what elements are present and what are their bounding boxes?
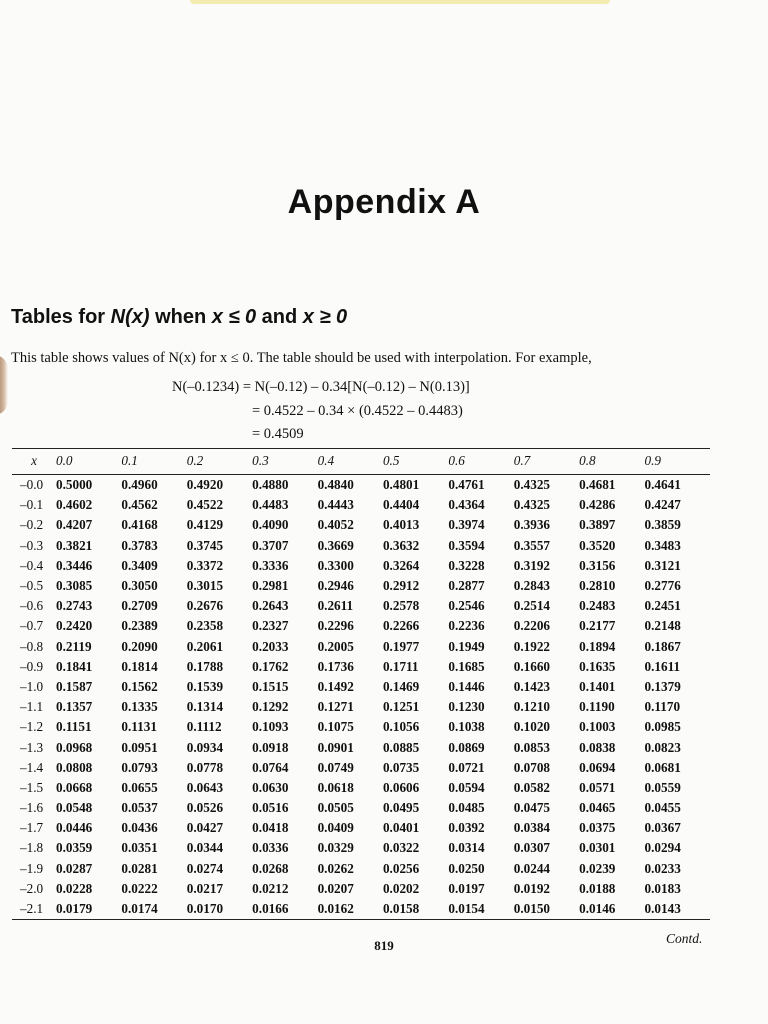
table-cell: 0.3264 (382, 557, 420, 573)
table-cell: 0.4443 (317, 497, 354, 513)
table-cell: 0.2946 (317, 578, 354, 594)
row-x-value: –0.9 (20, 658, 44, 674)
table-cell: 0.1230 (448, 699, 485, 715)
row-x-value: –0.3 (20, 537, 44, 553)
row-x-value: –1.9 (20, 860, 44, 876)
row-x-value: –1.1 (20, 699, 44, 715)
table-cell: 0.0951 (121, 739, 158, 755)
table-cell: 0.0274 (186, 860, 224, 876)
table-cell: 0.0446 (56, 820, 93, 836)
table-cell: 0.1093 (252, 719, 289, 735)
table-cell: 0.1190 (579, 699, 615, 715)
subtitle-condition-2: x ≥ 0 (302, 306, 348, 328)
table-cell: 0.1357 (56, 699, 93, 715)
table-cell: 0.0287 (56, 860, 93, 876)
table-cell: 0.1423 (513, 678, 550, 694)
table-cell: 0.1977 (382, 638, 420, 654)
table-row (12, 637, 710, 657)
table-cell: 0.0618 (317, 779, 354, 795)
table-cell: 0.0427 (186, 820, 224, 836)
table-cell: 0.0150 (514, 899, 579, 920)
table-cell: 0.3745 (186, 537, 224, 553)
table-cell: 0.0838 (579, 739, 616, 755)
table-cell: 0.2743 (56, 598, 93, 614)
table-cell: 0.0721 (448, 759, 485, 775)
table-header-row (12, 449, 710, 475)
table-cell: 0.0233 (644, 860, 681, 876)
table-cell: 0.0217 (186, 880, 224, 896)
table-cell: 0.2810 (579, 578, 616, 594)
table-cell: 0.4404 (382, 497, 420, 513)
table-row (12, 859, 710, 879)
page-top-highlight (190, 0, 610, 4)
table-cell: 0.0344 (186, 840, 224, 856)
table-cell: 0.2514 (513, 598, 550, 614)
table-row (12, 758, 710, 778)
table-row (12, 475, 710, 496)
table-cell: 0.0146 (579, 899, 644, 920)
table-cell: 0.4960 (121, 477, 158, 493)
table-cell: 0.0885 (382, 739, 420, 755)
table-cell: 0.3821 (56, 537, 93, 553)
header-col: 0.8 (579, 449, 644, 475)
table-cell: 0.0183 (644, 880, 681, 896)
table-cell: 0.3783 (121, 537, 158, 553)
table-row (12, 798, 710, 818)
table-cell: 0.0764 (252, 759, 289, 775)
header-col: 0.4 (318, 449, 383, 475)
table-cell: 0.2236 (448, 618, 485, 634)
table-cell: 0.2119 (56, 638, 92, 654)
table-cell: 0.0571 (579, 779, 616, 795)
table-row (12, 899, 710, 920)
table-cell: 0.0968 (56, 739, 93, 755)
table-cell: 0.0853 (513, 739, 550, 755)
table-cell: 0.0630 (252, 779, 289, 795)
header-col: 0.2 (187, 449, 252, 475)
table-cell: 0.0735 (382, 759, 420, 775)
table-cell: 0.4207 (56, 517, 93, 533)
table-cell: 0.1251 (382, 699, 420, 715)
table-cell: 0.0359 (56, 840, 93, 856)
table-cell: 0.0268 (252, 860, 289, 876)
table-cell: 0.4522 (186, 497, 224, 513)
table-cell: 0.1151 (56, 719, 92, 735)
table-cell: 0.3156 (579, 557, 616, 573)
table-row (12, 879, 710, 899)
table-cell: 0.3228 (448, 557, 485, 573)
table-cell: 0.3557 (513, 537, 550, 553)
table-cell: 0.2981 (252, 578, 289, 594)
table-cell: 0.1131 (121, 719, 157, 735)
table-cell: 0.3085 (56, 578, 93, 594)
table-cell: 0.4880 (252, 477, 289, 493)
table-cell: 0.0192 (513, 880, 550, 896)
table-cell: 0.2611 (317, 598, 354, 614)
table-cell: 0.5000 (56, 477, 93, 493)
table-cell: 0.0594 (448, 779, 485, 795)
table-cell: 0.0314 (448, 840, 485, 856)
table-cell: 0.3192 (513, 557, 550, 573)
table-cell: 0.3669 (317, 537, 354, 553)
table-cell: 0.3015 (186, 578, 224, 594)
table-row (12, 677, 710, 697)
header-col: 0.0 (56, 449, 121, 475)
header-x: x (12, 449, 56, 475)
table-cell: 0.0392 (448, 820, 485, 836)
section-subtitle (11, 306, 347, 329)
table-cell: 0.0322 (382, 840, 420, 856)
table-cell: 0.1867 (644, 638, 681, 654)
table-cell: 0.2358 (186, 618, 224, 634)
table-cell: 0.0465 (579, 800, 616, 816)
table-cell: 0.3594 (448, 537, 485, 553)
row-x-value: –2.1 (12, 899, 56, 920)
table-cell: 0.3050 (121, 578, 158, 594)
table-cell: 0.4325 (513, 477, 550, 493)
table-cell: 0.4168 (121, 517, 158, 533)
row-x-value: –1.7 (20, 820, 44, 836)
table-cell: 0.4840 (317, 477, 354, 493)
table-cell: 0.0559 (644, 779, 681, 795)
table-cell: 0.0162 (318, 899, 383, 920)
table-cell: 0.2033 (252, 638, 289, 654)
table-cell: 0.4325 (513, 497, 550, 513)
table-cell: 0.3859 (644, 517, 681, 533)
table-cell: 0.3974 (448, 517, 485, 533)
table-cell: 0.4920 (186, 477, 224, 493)
table-cell: 0.0179 (56, 899, 121, 920)
table-cell: 0.1170 (644, 699, 681, 715)
table-cell: 0.1271 (317, 699, 354, 715)
table-cell: 0.0222 (121, 880, 158, 896)
table-cell: 0.0526 (186, 800, 224, 816)
row-x-value: –1.3 (20, 739, 44, 755)
table-cell: 0.1788 (186, 658, 224, 674)
table-cell: 0.2005 (317, 638, 354, 654)
table-row (12, 737, 710, 757)
table-cell: 0.0367 (644, 820, 681, 836)
table-cell: 0.1949 (448, 638, 485, 654)
table-cell: 0.4602 (56, 497, 93, 513)
table-cell: 0.1469 (382, 678, 420, 694)
row-x-value: –0.4 (20, 557, 44, 573)
table-cell: 0.1492 (317, 678, 354, 694)
header-col: 0.7 (514, 449, 579, 475)
row-x-value: –0.0 (20, 477, 44, 493)
table-cell: 0.2090 (121, 638, 158, 654)
table-cell: 0.1020 (513, 719, 550, 735)
table-row (12, 657, 710, 677)
table-cell: 0.1515 (252, 678, 289, 694)
table-cell: 0.1685 (448, 658, 485, 674)
table-cell: 0.1635 (579, 658, 616, 674)
normal-distribution-table (12, 448, 710, 920)
table-cell: 0.3336 (252, 557, 289, 573)
table-cell: 0.3409 (121, 557, 158, 573)
table-cell: 0.0384 (513, 820, 550, 836)
table-cell: 0.3121 (644, 557, 681, 573)
table-cell: 0.0793 (121, 759, 158, 775)
table-cell: 0.3897 (579, 517, 616, 533)
table-cell: 0.0188 (579, 880, 616, 896)
table-cell: 0.0655 (121, 779, 158, 795)
table-cell: 0.1539 (186, 678, 224, 694)
table-cell: 0.3520 (579, 537, 616, 553)
row-x-value: –0.7 (20, 618, 44, 634)
table-cell: 0.3483 (644, 537, 681, 553)
table-cell: 0.2327 (252, 618, 289, 634)
table-cell: 0.1711 (382, 658, 419, 674)
table-cell: 0.2420 (56, 618, 93, 634)
table-cell: 0.0901 (317, 739, 354, 755)
row-x-value: –0.2 (20, 517, 44, 533)
table-cell: 0.0250 (448, 860, 485, 876)
table-cell: 0.0548 (56, 800, 93, 816)
example-line-3: = 0.4509 (252, 426, 304, 442)
table-row (12, 616, 710, 636)
table-cell: 0.2643 (252, 598, 289, 614)
continued-label: Contd. (666, 931, 703, 946)
example-line-1: N(–0.1234) = N(–0.12) – 0.34[N(–0.12) – N(0.13)] (172, 379, 470, 395)
table-row (12, 515, 710, 535)
table-cell: 0.0244 (513, 860, 550, 876)
table-cell: 0.1335 (121, 699, 158, 715)
intro-paragraph: This table shows values of N(x) for x ≤ 0. The table should be used with interpolation. For example, (11, 350, 592, 366)
table-cell: 0.0202 (382, 880, 420, 896)
table-cell: 0.2546 (448, 598, 485, 614)
table-cell: 0.0606 (382, 779, 420, 795)
table-cell: 0.0336 (252, 840, 289, 856)
row-x-value: –1.0 (20, 678, 44, 694)
table-row (12, 495, 710, 515)
appendix-heading: Appendix A (287, 183, 481, 221)
subtitle-prefix: Tables for (11, 306, 111, 328)
table-cell: 0.0239 (579, 860, 616, 876)
table-cell: 0.2483 (579, 598, 616, 614)
table-cell: 0.1003 (579, 719, 616, 735)
table-cell: 0.0455 (644, 800, 681, 816)
example-line-2: = 0.4522 – 0.34 × (0.4522 – 0.4483) (252, 403, 463, 419)
table-cell: 0.1056 (382, 719, 420, 735)
table-cell: 0.4247 (644, 497, 681, 513)
table-cell: 0.0749 (317, 759, 354, 775)
table-cell: 0.2843 (513, 578, 550, 594)
table-cell: 0.1736 (317, 658, 354, 674)
table-cell: 0.0985 (644, 719, 681, 735)
table-cell: 0.0262 (317, 860, 354, 876)
table-cell: 0.2266 (382, 618, 420, 634)
table-cell: 0.0154 (448, 899, 513, 920)
table-row (12, 818, 710, 838)
table-cell: 0.3632 (382, 537, 420, 553)
table-cell: 0.0401 (382, 820, 420, 836)
table-cell: 0.4052 (317, 517, 354, 533)
table-cell: 0.3936 (513, 517, 550, 533)
header-col: 0.5 (383, 449, 448, 475)
table-row (12, 576, 710, 596)
table-cell: 0.0694 (579, 759, 616, 775)
table-cell: 0.0158 (383, 899, 448, 920)
page-edge-shadow (0, 355, 8, 415)
header-col: 0.3 (252, 449, 317, 475)
table-cell: 0.4013 (382, 517, 420, 533)
table-cell: 0.0505 (317, 800, 354, 816)
table-cell: 0.2776 (644, 578, 681, 594)
table-cell: 0.1894 (579, 638, 616, 654)
table-cell: 0.0212 (252, 880, 289, 896)
table-cell: 0.0537 (121, 800, 158, 816)
row-x-value: –1.6 (20, 800, 44, 816)
table-cell: 0.1762 (252, 658, 289, 674)
row-x-value: –1.8 (20, 840, 44, 856)
table-cell: 0.3372 (186, 557, 224, 573)
table-cell: 0.4641 (644, 477, 681, 493)
table-cell: 0.1562 (121, 678, 158, 694)
table-cell: 0.0934 (186, 739, 224, 755)
table-cell: 0.0918 (252, 739, 289, 755)
table-cell: 0.0681 (644, 759, 681, 775)
table-cell: 0.2177 (579, 618, 616, 634)
row-x-value: –0.5 (20, 578, 44, 594)
row-x-value: –0.1 (20, 497, 44, 513)
subtitle-and: and (256, 306, 303, 328)
table-cell: 0.1922 (513, 638, 550, 654)
table-cell: 0.1814 (121, 658, 158, 674)
subtitle-function: N(x) (110, 306, 150, 328)
table-cell: 0.0869 (448, 739, 485, 755)
table-cell: 0.1112 (186, 719, 222, 735)
table-cell: 0.1379 (644, 678, 681, 694)
table-cell: 0.4562 (121, 497, 158, 513)
row-x-value: –0.8 (20, 638, 44, 654)
table-cell: 0.1401 (579, 678, 616, 694)
table-row (12, 838, 710, 858)
table-cell: 0.2148 (644, 618, 681, 634)
table-cell: 0.0485 (448, 800, 485, 816)
row-x-value: –2.0 (20, 880, 44, 896)
table-cell: 0.0823 (644, 739, 681, 755)
table-cell: 0.1611 (644, 658, 681, 674)
subtitle-condition-1: x ≤ 0 (211, 306, 257, 328)
table-cell: 0.1292 (252, 699, 289, 715)
row-x-value: –1.5 (20, 779, 44, 795)
table-cell: 0.2877 (448, 578, 485, 594)
table-cell: 0.0436 (121, 820, 158, 836)
header-col: 0.9 (645, 449, 710, 475)
subtitle-when: when (149, 306, 212, 328)
row-x-value: –1.4 (20, 759, 44, 775)
table-cell: 0.0174 (121, 899, 186, 920)
table-cell: 0.0808 (56, 759, 93, 775)
table-cell: 0.0516 (252, 800, 289, 816)
table-cell: 0.0207 (317, 880, 354, 896)
table-cell: 0.4090 (252, 517, 289, 533)
table-cell: 0.0495 (382, 800, 420, 816)
table-cell: 0.2296 (317, 618, 354, 634)
table-cell: 0.0778 (186, 759, 224, 775)
table-row (12, 536, 710, 556)
table-cell: 0.0166 (252, 899, 317, 920)
table-cell: 0.4129 (186, 517, 224, 533)
table-cell: 0.1038 (448, 719, 485, 735)
table-cell: 0.0329 (317, 840, 354, 856)
table-cell: 0.1841 (56, 658, 93, 674)
table-row (12, 717, 710, 737)
table-cell: 0.4801 (382, 477, 420, 493)
table-cell: 0.1587 (56, 678, 93, 694)
table-cell: 0.1075 (317, 719, 354, 735)
table-cell: 0.0307 (513, 840, 550, 856)
table-cell: 0.4364 (448, 497, 485, 513)
table-cell: 0.2451 (644, 598, 681, 614)
table-cell: 0.0668 (56, 779, 93, 795)
page-number: 819 (374, 938, 394, 953)
table-row (12, 556, 710, 576)
table-cell: 0.4483 (252, 497, 289, 513)
row-x-value: –0.6 (20, 598, 44, 614)
header-col: 0.6 (448, 449, 513, 475)
table-cell: 0.2676 (186, 598, 224, 614)
table-cell: 0.0170 (187, 899, 252, 920)
table-row (12, 596, 710, 616)
table-cell: 0.2389 (121, 618, 158, 634)
table-cell: 0.0643 (186, 779, 224, 795)
table-cell: 0.3707 (252, 537, 289, 553)
table-row (12, 697, 710, 717)
table-body (12, 475, 710, 920)
table-cell: 0.0143 (645, 899, 710, 920)
header-col: 0.1 (121, 449, 186, 475)
table-cell: 0.0418 (252, 820, 289, 836)
table-cell: 0.4286 (579, 497, 616, 513)
table-cell: 0.2578 (382, 598, 420, 614)
table-cell: 0.0375 (579, 820, 616, 836)
table-cell: 0.4761 (448, 477, 485, 493)
table-cell: 0.0708 (513, 759, 550, 775)
table-cell: 0.1210 (513, 699, 550, 715)
table-cell: 0.1446 (448, 678, 485, 694)
table-cell: 0.1314 (186, 699, 224, 715)
table-cell: 0.4681 (579, 477, 616, 493)
table-cell: 0.0301 (579, 840, 616, 856)
table-cell: 0.2061 (186, 638, 224, 654)
table-cell: 0.0294 (644, 840, 681, 856)
table-cell: 0.2206 (513, 618, 550, 634)
table-cell: 0.3300 (317, 557, 354, 573)
table-cell: 0.0475 (513, 800, 550, 816)
table-cell: 0.0582 (513, 779, 550, 795)
table-cell: 0.0256 (382, 860, 420, 876)
row-x-value: –1.2 (20, 719, 44, 735)
table-cell: 0.0281 (121, 860, 158, 876)
table-row (12, 778, 710, 798)
table-cell: 0.0409 (317, 820, 354, 836)
table-cell: 0.2709 (121, 598, 158, 614)
table-cell: 0.2912 (382, 578, 420, 594)
table-cell: 0.3446 (56, 557, 93, 573)
table-cell: 0.0228 (56, 880, 93, 896)
table-cell: 0.0197 (448, 880, 485, 896)
table-cell: 0.0351 (121, 840, 158, 856)
table-cell: 0.1660 (513, 658, 550, 674)
